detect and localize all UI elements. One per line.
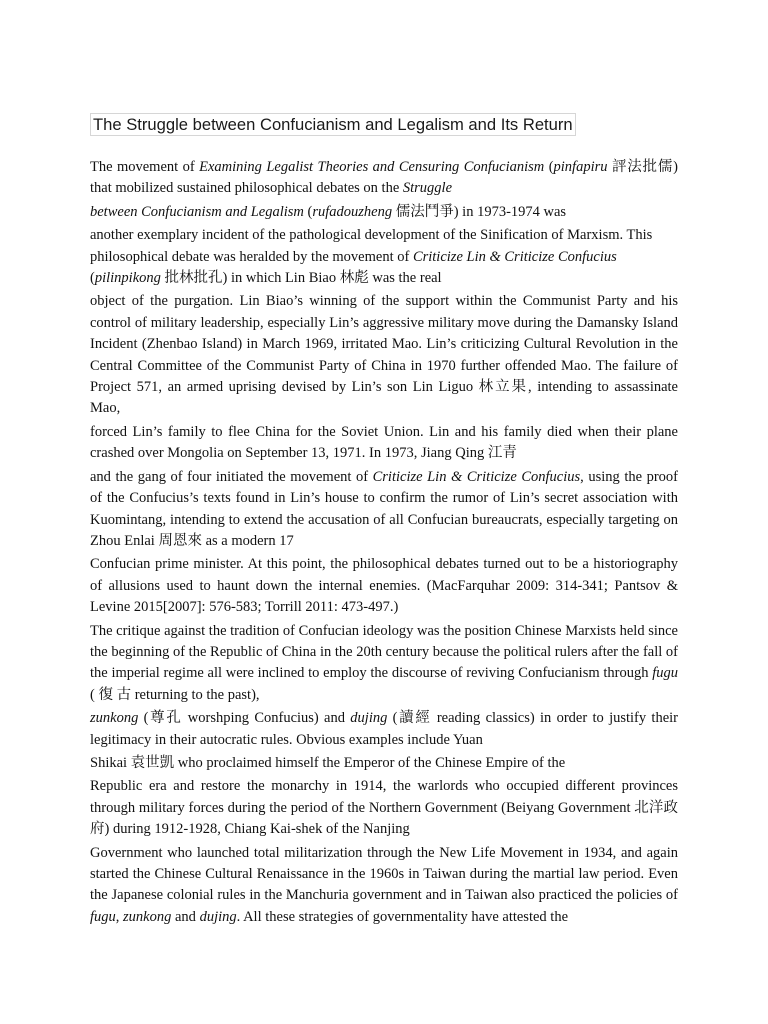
- text-run: another exemplary incident of the pathological development of the Sinification of Marxism. This philosophical debate was heralded by the movement of: [90, 227, 653, 265]
- text-run: 批林批孔) in which Lin Biao 林彪 was the real: [160, 270, 442, 287]
- paragraph: [90, 157, 678, 200]
- italic-run: Criticize Lin & Criticize Confucius: [372, 468, 581, 485]
- paragraph: [90, 202, 678, 223]
- text-run: (: [303, 203, 313, 220]
- text-run: and: [171, 908, 200, 925]
- italic-run: dujing: [350, 710, 388, 727]
- italic-run: pinfapiru: [553, 159, 608, 175]
- italic-run: Struggle: [402, 180, 453, 197]
- paragraph: [90, 467, 678, 553]
- text-run: ,: [115, 908, 124, 925]
- italic-run: rufadouzheng: [312, 203, 393, 220]
- text-run: 儒法鬥爭) in 1973-1974 was: [392, 203, 567, 220]
- text-run: (: [544, 159, 554, 175]
- text-run: . All these strategies of governmentality have attested the: [236, 908, 569, 925]
- italic-run: Examining Legalist Theories and Censuring Confucianism: [199, 159, 545, 175]
- text-run: Government who launched total militarization through the New Life Movement in 1934, and again started the Chinese Cultural Renaissance in the 1960s in Taiwan during the martial law period. Even the Japanese colonial rules in the Manchuria government and in Taiwan also practiced the policies of: [90, 844, 678, 904]
- paragraph: [90, 422, 678, 465]
- italic-run: fugu: [652, 665, 678, 682]
- italic-run: Criticize Lin & Criticize Confucius: [412, 248, 617, 265]
- italic-run: fugu: [90, 908, 116, 925]
- text-run: ( 復 古 returning to the past),: [90, 686, 260, 703]
- text-run: 評法批儒) that mobilized sustained philosophical debates on the: [90, 159, 678, 197]
- paragraph: [90, 225, 678, 289]
- italic-run: dujing: [199, 908, 237, 925]
- text-run: (: [90, 270, 95, 287]
- text-run: and the gang of four initiated the movement of: [90, 468, 373, 485]
- italic-run: zunkong: [90, 710, 139, 727]
- text-run: forced Lin’s family to flee China for the Soviet Union. Lin and his family died when their plane crashed over Mongolia on September 13, 1971. In 1973, Jiang Qing 江青: [90, 423, 678, 462]
- italic-run: between Confucianism and Legalism: [90, 203, 304, 220]
- text-run: (讀經 reading classics) in order to justify their legitimacy in their autocratic rules. Obvious examples include Yuan: [90, 710, 678, 748]
- paragraph: [90, 776, 678, 840]
- text-run: Republic era and restore the monarchy in 1914, the warlords who occupied different provinces through military forces during the period of the Northern Government (Beiyang Government 北洋政府) during 1912-1928, Chiang Kai-shek of the Nanjing: [90, 778, 678, 838]
- paragraph: [90, 621, 678, 707]
- section-heading: The Struggle between Confucianism and Legalism and Its Return: [90, 113, 576, 136]
- paragraph: [90, 291, 678, 419]
- body-text: [90, 157, 678, 928]
- text-run: Shikai 袁世凱 who proclaimed himself the Emperor of the Chinese Empire of the: [90, 754, 566, 771]
- text-run: The critique against the tradition of Confucian ideology was the position Chinese Marxists held since the beginning of the Republic of China in the 20th century because the political rulers after the fall of the imperial regime all were inclined to employ the discourse of reviving Confucianism through: [90, 622, 678, 682]
- paragraph: [90, 753, 678, 774]
- text-run: object of the purgation. Lin Biao’s winning of the support within the Communist Party and his control of military leadership, especially Lin’s aggressive military move during the Damansky Island Incident (Zhenbao Island) in March 1969, irritated Mao. Lin’s criticizing Cultural Revolution in the Central Committee of the Communist Party of China in 1970 further offended Mao. The failure of Project 571, an armed uprising devised by Lin’s son Lin Liguo 林立果, intending to assassinate Mao,: [90, 293, 678, 417]
- paragraph: [90, 554, 678, 618]
- text-run: The movement of: [90, 159, 200, 175]
- paragraph: [90, 708, 678, 751]
- paragraph: [90, 843, 678, 929]
- text-run: (尊孔 worshping Confucius) and: [138, 710, 351, 727]
- text-run: Confucian prime minister. At this point, the philosophical debates turned out to be a historiography of allusions used to haunt down the internal enemies. (MacFarquhar 2009: 314-341; Pantsov & Levine 2015[2007]: 576-583; Torrill 2011: 473-497.): [90, 556, 678, 616]
- text-run: , using the proof of the Confucius’s texts found in Lin’s house to confirm the rumor of Lin’s secret association with Kuomintang, intending to extend the accusation of all Confucian bureaucrats, especially targeting on Zhou Enlai 周恩來 as a modern 17: [90, 468, 678, 549]
- italic-run: pilinpikong: [94, 270, 161, 287]
- italic-run: zunkong: [123, 908, 172, 925]
